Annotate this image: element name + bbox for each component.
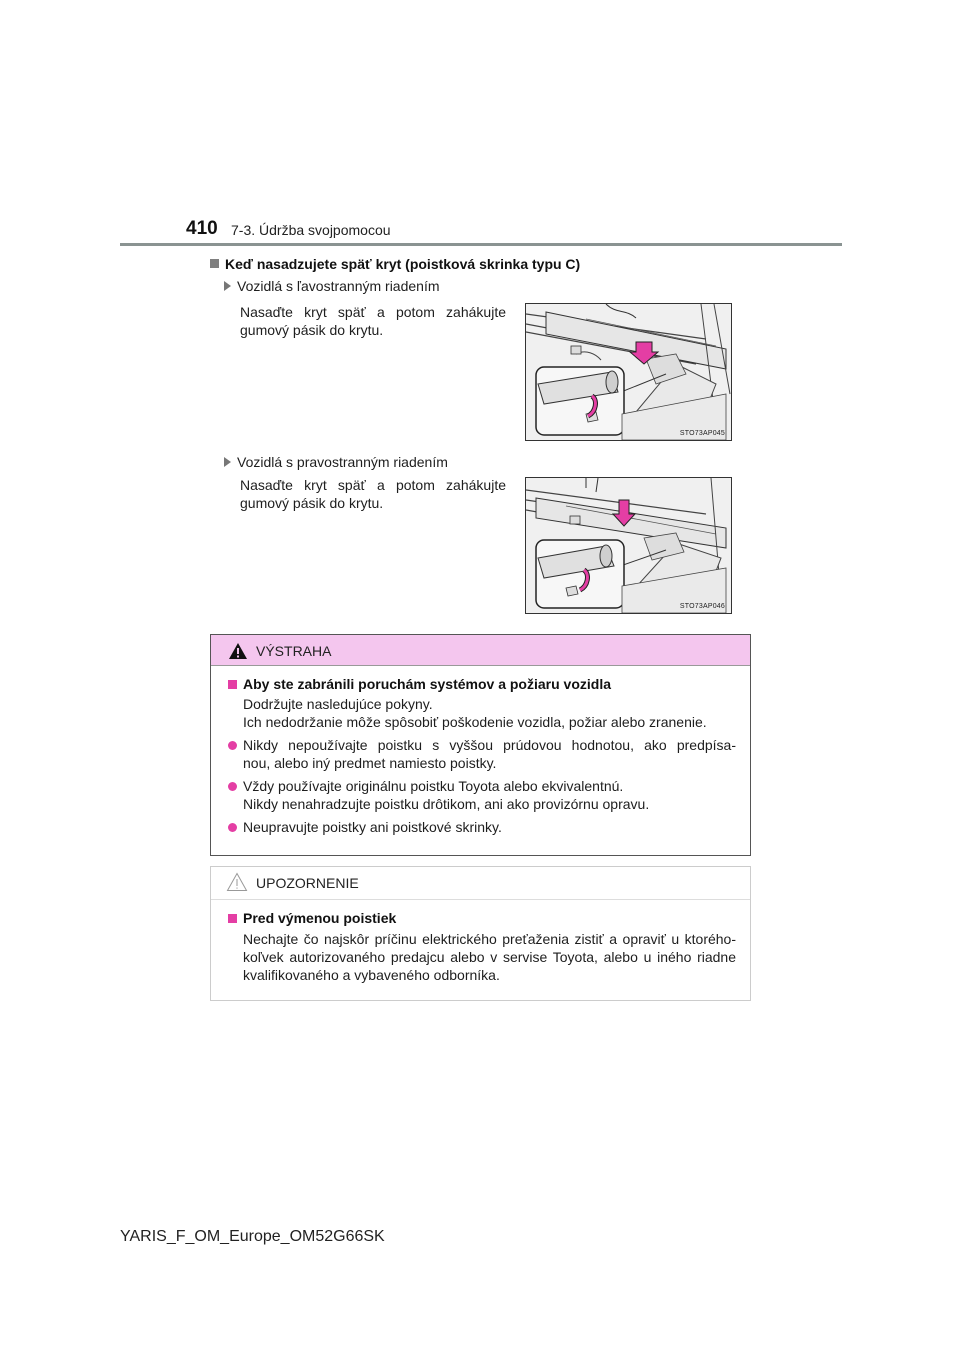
lhd-label-text: Vozidlá s ľavostranným riadením xyxy=(237,278,440,294)
notice-box-header xyxy=(211,867,750,900)
triangle-bullet-icon xyxy=(224,457,231,467)
page-number: 410 xyxy=(186,218,218,239)
rhd-figure xyxy=(525,477,732,614)
notice-heading xyxy=(228,909,736,927)
square-bullet-icon xyxy=(210,259,219,268)
warning-intro-line1: Dodržujte nasledujúce pokyny. xyxy=(243,696,433,712)
warning-bullet-1-line2: nou, alebo iný predmet namiesto poistky. xyxy=(243,755,497,771)
triangle-bullet-icon xyxy=(224,281,231,291)
warning-bullet xyxy=(228,777,736,813)
lhd-instruction-line2: gumový pásik do krytu. xyxy=(240,322,384,338)
bullet-icon xyxy=(228,782,237,791)
warning-intro-line2: Ich nedodržanie môže spôsobiť poškodenie vozidla, požiar alebo zranenie. xyxy=(243,714,707,730)
rhd-figure-code: STO73AP046 xyxy=(679,603,725,610)
warning-bullet xyxy=(228,736,736,772)
notice-line2: koľvek autorizovaného predajcu alebo v servise Toyota, alebo u iného riadne xyxy=(243,949,736,965)
rhd-instruction xyxy=(240,476,506,512)
notice-heading-text: Pred výmenou poistiek xyxy=(243,910,397,926)
rhd-instruction-line2: gumový pásik do krytu. xyxy=(240,495,384,511)
warning-bullet-2-line2: Nikdy nenahradzujte poistku drôtikom, ani ako provizórnu opravu. xyxy=(243,796,650,812)
header-rule xyxy=(120,243,842,246)
square-bullet-icon xyxy=(228,914,237,923)
bullet-icon xyxy=(228,741,237,750)
procedure-heading xyxy=(210,256,580,274)
lhd-engine-illustration xyxy=(526,304,731,440)
rhd-engine-illustration xyxy=(526,478,731,613)
lhd-figure-code: STO73AP045 xyxy=(679,430,725,437)
lhd-label xyxy=(224,277,440,295)
rhd-label xyxy=(224,453,448,471)
warning-box-header xyxy=(211,635,750,666)
bullet-icon xyxy=(228,823,237,832)
warning-body xyxy=(211,666,750,836)
notice-box xyxy=(210,866,751,1001)
warning-bullet-3-line1: Neupravujte poistky ani poistkové skrinky. xyxy=(243,819,502,835)
notice-line3: kvalifikovaného a vybaveného odborníka. xyxy=(243,967,500,983)
warning-bullet-1-line1: Nikdy nepoužívajte poistku s vyššou prúdovou hodnotou, ako predpísa- xyxy=(243,737,736,753)
lhd-instruction xyxy=(240,303,506,339)
square-bullet-icon xyxy=(228,680,237,689)
notice-title: UPOZORNENIE xyxy=(256,875,359,891)
rhd-label-text: Vozidlá s pravostranným riadením xyxy=(237,454,448,470)
warning-bullet xyxy=(228,818,736,836)
warning-heading xyxy=(228,675,736,693)
notice-body xyxy=(211,900,750,984)
warning-triangle-icon xyxy=(228,642,248,660)
notice-line1: Nechajte čo najskôr príčinu elektrického preťaženia zistiť a opraviť u ktorého- xyxy=(243,931,736,947)
rhd-instruction-line1: Nasaďte kryt späť a potom zahákujte xyxy=(240,477,506,493)
warning-bullet-2-line1: Vždy používajte originálnu poistku Toyota alebo ekvivalentnú. xyxy=(243,778,624,794)
warning-box xyxy=(210,634,751,856)
lhd-instruction-line1: Nasaďte kryt späť a potom zahákujte xyxy=(240,304,506,320)
warning-heading-text: Aby ste zabránili poruchám systémov a požiaru vozidla xyxy=(243,676,611,692)
lhd-figure xyxy=(525,303,732,441)
procedure-heading-text: Keď nasadzujete späť kryt (poistková skrinka typu C) xyxy=(225,256,581,272)
caution-triangle-icon xyxy=(226,872,248,892)
warning-title: VÝSTRAHA xyxy=(256,643,332,659)
document-footer: YARIS_F_OM_Europe_OM52G66SK xyxy=(120,1228,385,1245)
section-title: 7-3. Údržba svojpomocou xyxy=(231,222,391,238)
